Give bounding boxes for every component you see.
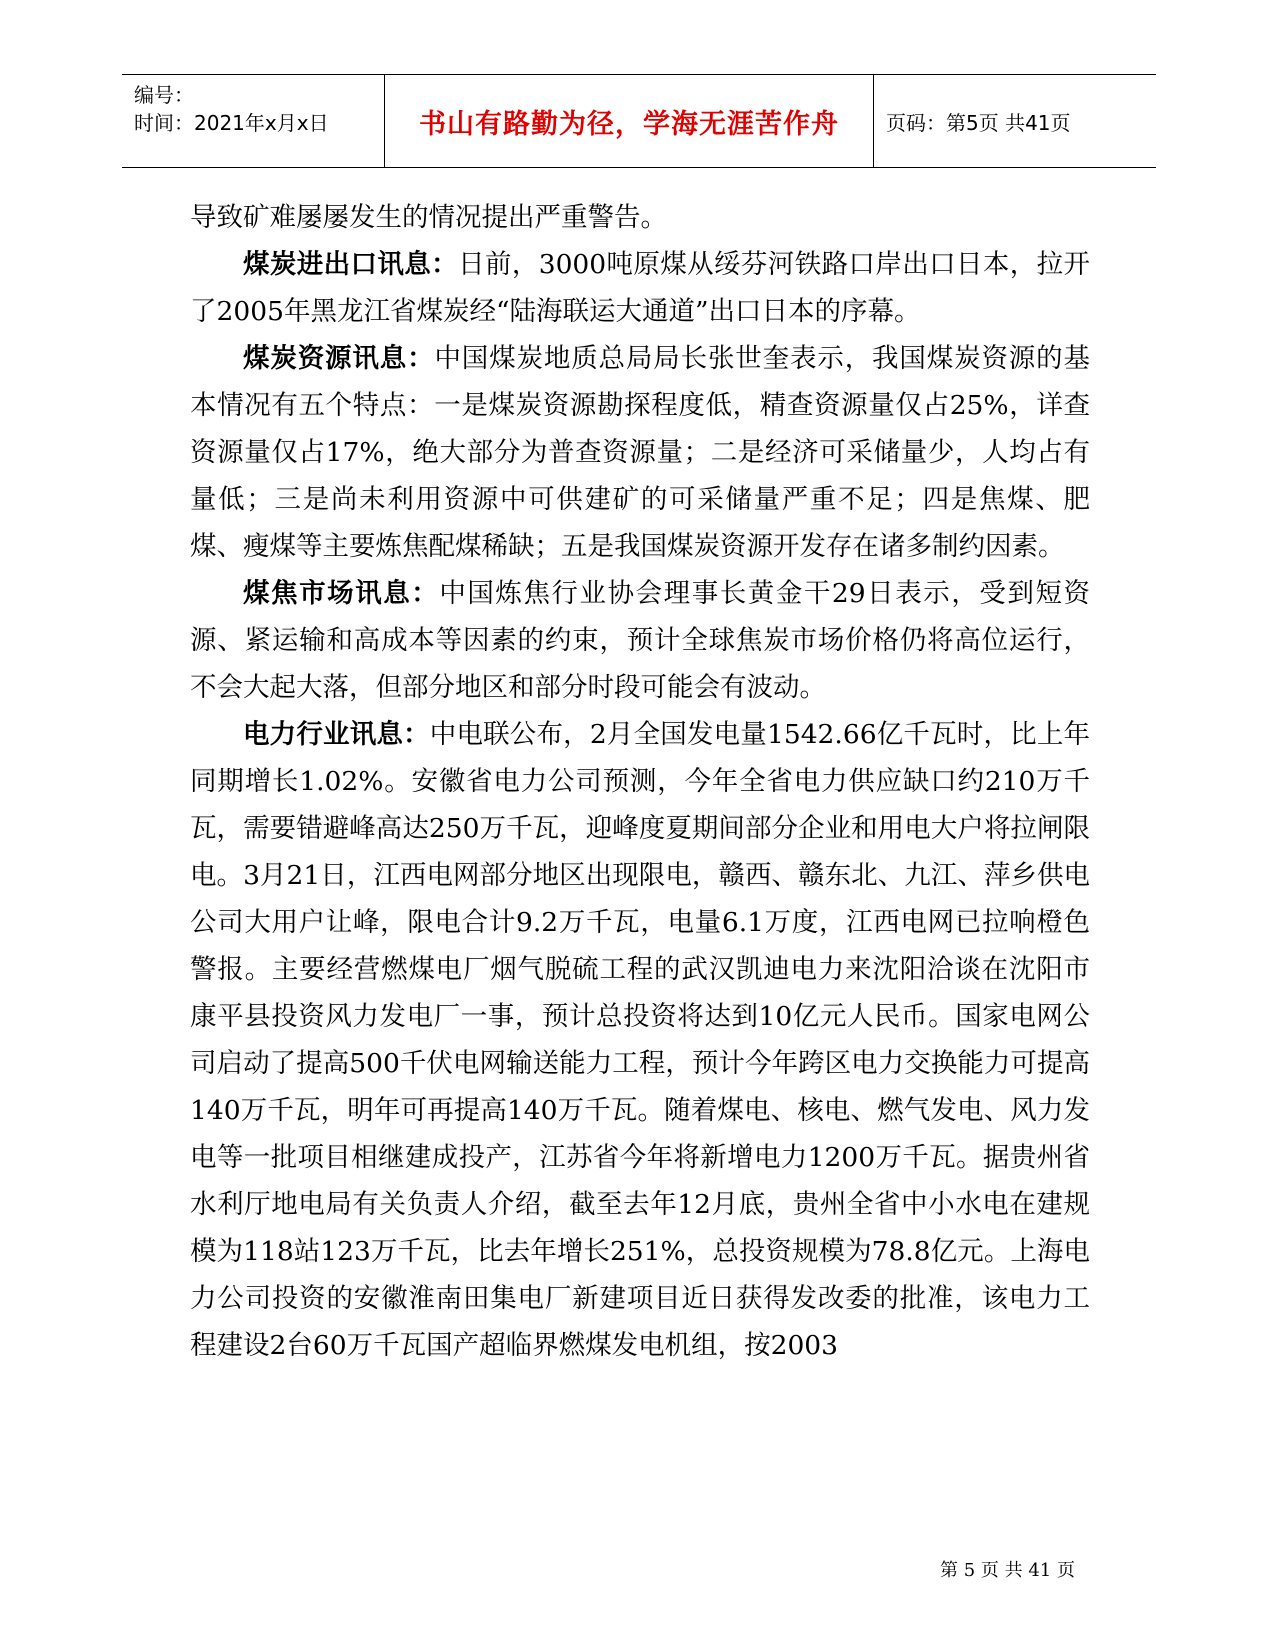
section-text: 中国炼焦行业协会理事长黄金干29日表示，受到短资源、紧运输和高成本等因素的约束，预计全球焦炭市场价格仍将高位运行，不会大起大落，但部分地区和部分时段可能会有波动。 — [190, 578, 1090, 703]
section-coal-resources — [190, 335, 1090, 570]
section-title: 电力行业讯息： — [243, 719, 430, 750]
header-motto: 书山有路勤为径，学海无涯苦作舟 — [385, 75, 874, 167]
document-body — [190, 194, 1090, 1369]
time-label: 时间：2021年x月x日 — [134, 111, 329, 135]
section-power-industry — [190, 711, 1090, 1369]
section-title: 煤炭进出口讯息： — [243, 249, 459, 280]
header-meta — [122, 75, 385, 167]
section-text: 中电联公布，2月全国发电量1542.66亿千瓦时，比上年同期增长1.02%。安徽省电力公司预测，今年全省电力供应缺口约210万千瓦，需要错避峰高达250万千瓦，迎峰度夏期间部分企业和用电大户将拉闸限电。3月21日，江西电网部分地区出现限电，赣西、赣东北、九江、萍乡供电公司大用户让峰，限电合计9.2万千瓦，电量6.1万度，江西电网已拉响橙色警报。主要经营燃煤电厂烟气脱硫工程的武汉凯迪电力来沈阳洽谈在沈阳市康平县投资风力发电厂一事，预计总投资将达到10亿元人民币。国家电网公司启动了提高500千伏电网输送能力工程，预计今年跨区电力交换能力可提高140万千瓦，明年可再提高140万千瓦。随着煤电、核电、燃气发电、风力发电等一批项目相继建成投产，江苏省今年将新增电力1200万千瓦。据贵州省水利厅地电局有关负责人介绍，截至去年12月底，贵州全省中小水电在建规模为118站123万千瓦，比去年增长251%，总投资规模为78.8亿元。上海电力公司投资的安徽淮南田集电厂新建项目近日获得发改委的批准，该电力工程建设2台60万千瓦国产超临界燃煤发电机组，按2003 — [190, 719, 1090, 1361]
section-coal-import-export — [190, 241, 1090, 335]
section-text: 日前，3000吨原煤从绥芬河铁路口岸出口日本，拉开了2005年黑龙江省煤炭经“陆海联运大通道”出口日本的序幕。 — [190, 249, 1091, 327]
header-page-info: 页码：第5页 共41页 — [886, 110, 1071, 135]
page-footer: 第 5 页 共 41 页 — [940, 1560, 1075, 1581]
section-title: 煤焦市场讯息： — [243, 578, 440, 609]
section-text: 中国煤炭地质总局局长张世奎表示，我国煤炭资源的基本情况有五个特点：一是煤炭资源勘探程度低，精查资源量仅占25%，详查资源量仅占17%，绝大部分为普查资源量；二是经济可采储量少，人均占有量低；三是尚未利用资源中可供建矿的可采储量严重不足；四是焦煤、肥煤、瘦煤等主要炼焦配煤稀缺；五是我国煤炭资源开发存在诸多制约因素。 — [190, 343, 1091, 562]
section-coke-market — [190, 570, 1090, 711]
intro-paragraph: 导致矿难屡屡发生的情况提出严重警告。 — [190, 202, 667, 233]
number-label: 编号： — [134, 83, 194, 107]
document-header — [122, 74, 1156, 168]
section-title: 煤炭资源讯息： — [243, 343, 435, 374]
